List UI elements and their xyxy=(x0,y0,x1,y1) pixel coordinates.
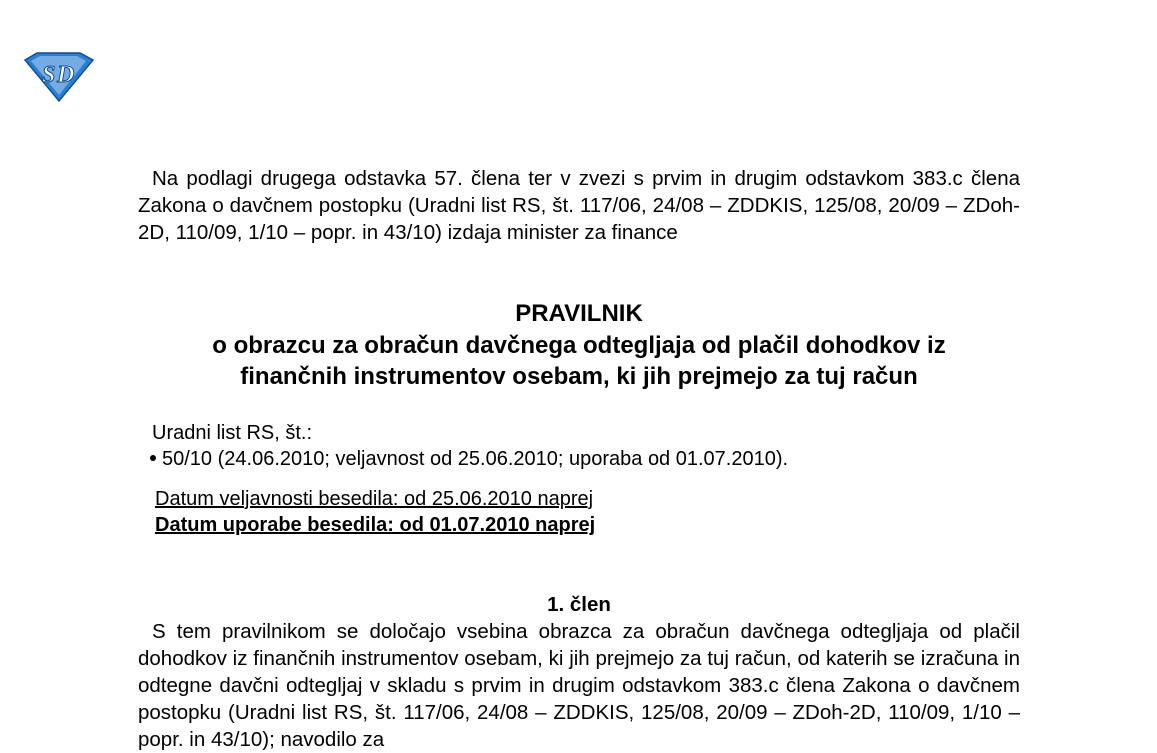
title-line-2: o obrazcu za obračun davčnega odtegljaja od plačil dohodkov iz xyxy=(212,331,946,359)
gazette-item-text: 50/10 (24.06.2010; veljavnost od 25.06.2010; uporaba od 01.07.2010). xyxy=(162,448,789,470)
article-1-paragraph: S tem pravilnikom se določajo vsebina obrazca za obračun davčnega odtegljaja od plačil dohodkov iz finančnih instrumentov osebam, ki jih prejmejo za tuj račun, od katerih se izračuna in odtegne davčni odtegljaj v skladu s prvim in drugim odstavkom 383.c člena Zakona o davčnem postopku (Uradni list RS, št. 117/06, 24/08 – ZDDKIS, 125/08, 20/09 – ZDoh-2D, 110/09, 1/10 – popr. in 43/10); navodilo za xyxy=(138,620,1020,751)
document-title xyxy=(138,298,1020,393)
svg-text:S: S xyxy=(42,62,56,88)
article-1-heading: 1. člen xyxy=(547,593,611,616)
title-line-3: finančnih instrumentov osebam, ki jih prejmejo za tuj račun xyxy=(240,363,918,390)
logo xyxy=(22,50,96,104)
bullet-icon xyxy=(150,455,156,461)
application-date-link[interactable]: Datum uporabe besedila: od 01.07.2010 naprej xyxy=(155,514,596,536)
gazette-label: Uradni list RS, št.: xyxy=(152,422,313,444)
intro-paragraph: Na podlagi drugega odstavka 57. člena ter v zvezi s prvim in drugim odstavkom 383.c člena Zakona o davčnem postopku (Uradni list RS, št. 117/06, 24/08 – ZDDKIS, 125/08, 20/09 – ZDoh-2D, 110/09, 1/10 – popr. in 43/10) izdaja minister za finance xyxy=(138,167,1020,244)
svg-text:D: D xyxy=(57,62,75,88)
validity-date-link[interactable]: Datum veljavnosti besedila: od 25.06.2010 naprej xyxy=(155,488,594,510)
title-line-1: PRAVILNIK xyxy=(515,300,643,327)
sd-shield-logo-icon xyxy=(22,50,96,104)
gazette-list-item xyxy=(150,446,788,472)
